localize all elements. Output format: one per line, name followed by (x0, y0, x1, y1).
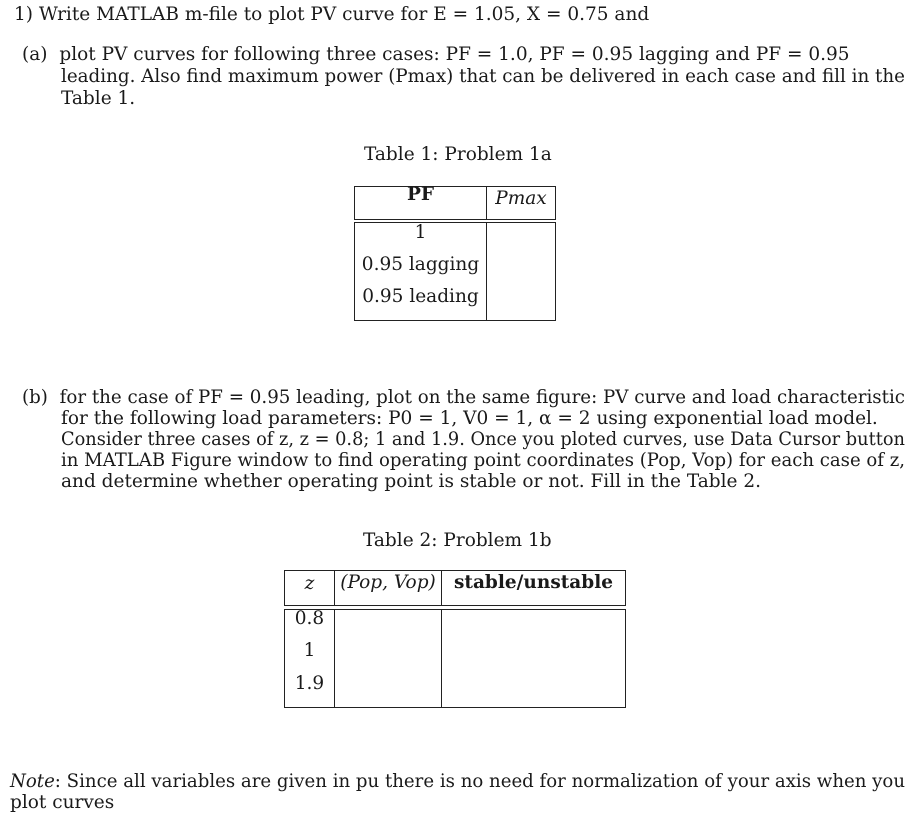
table1-row-2-pf: 0.95 lagging (361, 254, 480, 275)
part-b-line-4: in MATLAB Figure window to find operating point coordinates (Pop, Vop) for each case of z, (61, 450, 905, 471)
problem-statement (14, 4, 649, 26)
table1-row-1-pf: 1 (414, 222, 427, 243)
part-b-text-1: for the case of PF = 0.95 leading, plot on the same figure: PV curve and load characteristic (59, 387, 905, 408)
table1-body-divider (486, 222, 487, 321)
part-b-label: (b) (22, 387, 48, 408)
table2-row-2-z: 1 (303, 640, 316, 661)
note-label: Note (10, 771, 55, 792)
table2-row-1-z: 0.8 (294, 608, 325, 629)
table1-row-3-pf: 0.95 leading (362, 286, 479, 307)
table2-header-stability: stable/unstable (453, 572, 614, 593)
problem-number: 1) (14, 4, 33, 25)
part-b-line-5: and determine whether operating point is stable or not. Fill in the Table 2. (61, 471, 762, 492)
note-line-1: Note: Since all variables are given in pu there is no need for normalization of your axis when you (10, 771, 905, 792)
note-text-1: Since all variables are given in pu there is no need for normalization of your axis when you (66, 771, 905, 792)
part-a-text-1: plot PV curves for following three cases: PF = 1.0, PF = 0.95 lagging and PF = 0.95 (59, 44, 850, 65)
part-a-line-2: leading. Also find maximum power (Pmax) that can be delivered in each case and fill in the (61, 66, 905, 87)
note-line-2: plot curves (10, 792, 115, 813)
table2-header-operating-point: (Pop, Vop) (340, 572, 436, 593)
table2-body (284, 609, 626, 708)
part-a-label: (a) (22, 44, 48, 65)
part-a-line-1 (22, 44, 850, 66)
table2-body-divider-2 (441, 609, 442, 708)
table1-caption: Table 1: Problem 1a (364, 144, 552, 165)
table2-header-z: z (304, 573, 315, 594)
part-b-line-2: for the following load parameters: P0 = 1, V0 = 1, α = 2 using exponential load model. (61, 408, 878, 429)
table2-body-divider-1 (334, 609, 335, 708)
table2-caption: Table 2: Problem 1b (363, 530, 552, 551)
part-b-line-3: Consider three cases of z, z = 0.8; 1 and 1.9. Once you ploted curves, use Data Cursor button (61, 429, 905, 450)
table2-row-3-z: 1.9 (294, 673, 325, 694)
table1-header-pf: PF (406, 184, 435, 205)
table1-header-pmax: Pmax (495, 188, 547, 209)
part-a-line-3: Table 1. (61, 88, 136, 109)
part-b-line-1 (22, 387, 905, 409)
problem-text: Write MATLAB m-file to plot PV curve for E = 1.05, X = 0.75 and (38, 4, 650, 25)
